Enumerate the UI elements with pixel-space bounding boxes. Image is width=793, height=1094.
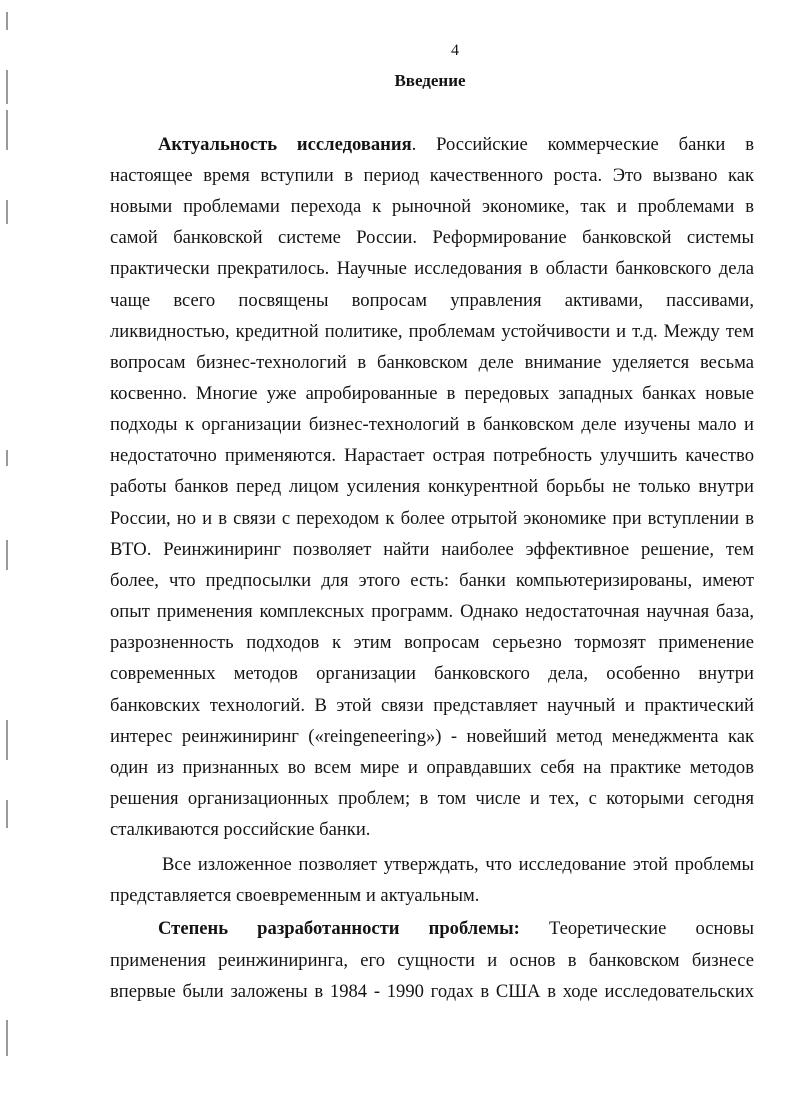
page-title: Введение bbox=[394, 71, 466, 90]
scan-mark bbox=[6, 1020, 8, 1056]
section-heading-elaboration: Степень разработанности проблемы: bbox=[158, 918, 520, 939]
paragraph-first-line: Все изложенное позволяет утверждать, что исследование этой проблемы bbox=[162, 854, 754, 875]
text-line: опыт применения комплексных программ. Однако недостаточная научная база, bbox=[110, 601, 754, 622]
text-line: впервые были заложены в 1984 - 1990 годах в США в ходе исследовательских bbox=[110, 981, 754, 1002]
text-line: банковских технологий. В этой связи представляет научный и практический bbox=[110, 695, 754, 716]
text-line: подходы к организации бизнес-технологий в банковском деле изучены мало и bbox=[110, 414, 754, 435]
scan-mark bbox=[6, 110, 8, 150]
text-line: современных методов организации банковского дела, особенно внутри bbox=[110, 663, 754, 684]
text-run: . Российские коммерческие банки в bbox=[411, 134, 754, 155]
scan-mark bbox=[6, 720, 8, 760]
scan-mark bbox=[6, 70, 8, 104]
text-line: ликвидностью, кредитной политике, проблемам устойчивости и т.д. Между тем bbox=[110, 321, 754, 342]
text-line: практически прекратилось. Научные исследования в области банковского дела bbox=[110, 258, 754, 279]
paragraph-first-line bbox=[158, 134, 754, 156]
scan-mark bbox=[6, 800, 8, 828]
text-line: косвенно. Многие уже апробированные в передовых западных банках новые bbox=[110, 383, 754, 404]
text-line: России, но и в связи с переходом к более отрытой экономике при вступлении в bbox=[110, 508, 754, 529]
text-line: разрозненность подходов к этим вопросам серьезно тормозят применение bbox=[110, 632, 754, 653]
text-line: интерес реинжиниринг («reingeneering») - новейший метод менеджмента как bbox=[110, 726, 754, 747]
scan-mark bbox=[6, 200, 8, 224]
page-number: 4 bbox=[451, 42, 459, 59]
text-line: вопросам бизнес-технологий в банковском деле внимание уделяется весьма bbox=[110, 352, 754, 373]
text-run: Теоретические основы bbox=[519, 918, 755, 939]
text-line: настоящее время вступили в период качественного роста. Это вызвано как bbox=[110, 165, 754, 186]
text-line: новыми проблемами перехода к рыночной экономике, так и проблемами в bbox=[110, 196, 754, 217]
text-line: сталкиваются российские банки. bbox=[110, 819, 371, 840]
text-line: более, что предпосылки для этого есть: банки компьютеризированы, имеют bbox=[110, 570, 754, 591]
paragraph-first-line bbox=[158, 918, 754, 940]
text-line: работы банков перед лицом усиления конкурентной борьбы не только внутри bbox=[110, 476, 754, 497]
text-line: один из признанных во всем мире и оправдавших себя на практике методов bbox=[110, 757, 754, 778]
text-line: применения реинжиниринга, его сущности и основ в банковском бизнесе bbox=[110, 950, 754, 971]
text-line: недостаточно применяются. Нарастает острая потребность улучшить качество bbox=[110, 445, 754, 466]
text-line: чаще всего посвящены вопросам управления активами, пассивами, bbox=[110, 290, 754, 311]
text-line: ВТО. Реинжиниринг позволяет найти наиболее эффективное решение, тем bbox=[110, 539, 754, 560]
text-line: представляется своевременным и актуальным. bbox=[110, 885, 480, 906]
scan-mark bbox=[6, 12, 8, 30]
scan-mark bbox=[6, 450, 8, 466]
text-line: самой банковской системе России. Реформирование банковской системы bbox=[110, 227, 754, 248]
scan-mark bbox=[6, 540, 8, 570]
text-line: решения организационных проблем; в том числе и тех, с которыми сегодня bbox=[110, 788, 754, 809]
section-heading-relevance: Актуальность исследования bbox=[158, 134, 412, 155]
